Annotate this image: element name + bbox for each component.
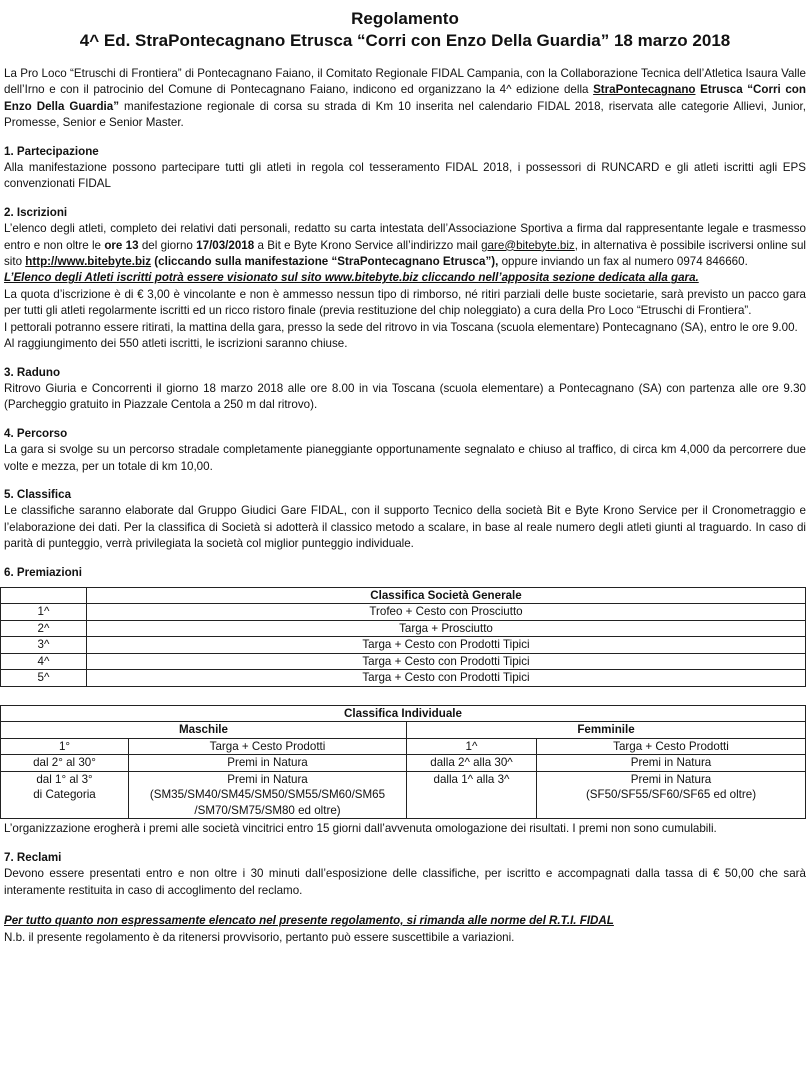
section-route-text: La gara si svolge su un percorso stradale completamente pianeggiante opportunamente segnalato e chiuso al traffico, di circa km 4,000 da percorrere due volte e mezza, per un totale di km 10,00. — [4, 443, 806, 473]
reg-deadline-hour: ore 13 — [104, 238, 139, 252]
table-row — [1, 604, 806, 621]
position-cell: 5^ — [1, 670, 87, 687]
reg-text-e: a Bit e Byte Krono Service all’indirizzo mail — [254, 238, 482, 252]
website-link[interactable]: http://www.bitebyte.biz — [25, 255, 152, 269]
event-name-part-1: StraPontecagnano — [593, 83, 696, 97]
prize-cell: Targa + Prosciutto — [87, 620, 806, 637]
prize-cell: Targa + Cesto con Prodotti Tipici — [87, 670, 806, 687]
society-ranking-table — [0, 587, 806, 687]
section-claims-text: Devono essere presentati entro e non oltre i 30 minuti dall’esposizione delle classifiche, per iscritto e accompagnati dalla tassa di € 50,00 che sarà interamente restituita in caso di accoglimento del reclamo. — [4, 867, 806, 897]
document-page — [4, 8, 806, 946]
reg-deadline-date: 17/03/2018 — [196, 238, 255, 252]
female-header: Femminile — [407, 722, 806, 739]
category-position-line: dal 1° al 3° — [36, 772, 93, 786]
table-row — [1, 620, 806, 637]
section-meeting-title: 3. Raduno — [4, 365, 61, 379]
position-cell: 2^ — [1, 620, 87, 637]
prize-cell: Targa + Cesto con Prodotti Tipici — [87, 653, 806, 670]
female-position-cell: dalla 2^ alla 30^ — [407, 755, 537, 772]
footer-rule: Per tutto quanto non espressamente elencato nel presente regolamento, si rimanda alle norme del R.T.I. FIDAL — [4, 914, 614, 928]
category-prize-line: /SM70/SM75/SM80 ed oltre) — [194, 803, 341, 817]
empty-cell — [1, 587, 87, 604]
position-cell: 4^ — [1, 653, 87, 670]
table-row — [1, 755, 806, 772]
category-prize-line: Premi in Natura — [630, 772, 712, 786]
registration-paragraph-1 — [4, 221, 806, 270]
section-participation-title: 1. Partecipazione — [4, 144, 99, 158]
reg-text-g: , in alternativa è possibile iscriversi online sul sito — [4, 238, 806, 269]
female-category-prize-cell — [537, 771, 806, 819]
prize-cell: Targa + Cesto con Prodotti Tipici — [87, 637, 806, 654]
category-prize-line: (SM35/SM40/SM45/SM50/SM55/SM60/SM65 — [149, 788, 386, 802]
registration-paragraph-5: Al raggiungimento dei 550 atleti iscritti, le iscrizioni saranno chiuse. — [4, 337, 348, 351]
registration-paragraph-2: L’Elenco degli Atleti iscritti potrà essere visionato sul sito www.bitebyte.biz cliccando nell’apposita sezione dedicata alla gara. — [4, 271, 699, 285]
document-title: Regolamento — [351, 9, 459, 28]
intro-text-2: manifestazione regionale di corsa su strada di Km 10 inserita nel calendario FIDAL 2018, riservata alle categorie Allievi, Junior, Promesse, Senior e Senior Master. — [4, 99, 806, 130]
email-link[interactable]: gare@bitebyte.biz — [481, 238, 575, 252]
reg-text-c: del giorno — [138, 238, 197, 252]
section-participation-text: Alla manifestazione possono partecipare tutti gli atleti in regola col tesseramento FIDAL 2018, i possessori di RUNCARD e gli atleti iscritti agli EPS convenzionati FIDAL — [4, 161, 806, 191]
male-prize-cell: Premi in Natura — [129, 755, 407, 772]
table-row — [1, 738, 806, 755]
section-route-title: 4. Percorso — [4, 426, 68, 440]
section-ranking-title: 5. Classifica — [4, 487, 72, 501]
reg-text-a: L’elenco degli atleti, completo dei relativi dati personali, redatto su carta intestata dell’Associazione Sportiva a firma dal rappresentante legale e trasmesso entro e non oltre le — [4, 222, 806, 252]
section-registration-title: 2. Iscrizioni — [4, 205, 68, 219]
society-table-header: Classifica Società Generale — [87, 587, 806, 604]
individual-ranking-table — [0, 705, 806, 820]
male-position-cell: 1° — [1, 738, 129, 755]
position-cell: 3^ — [1, 637, 87, 654]
reg-text-j: oppure inviando un fax al numero 0974 846660. — [498, 255, 748, 269]
male-category-prize-cell — [129, 771, 407, 819]
male-prize-cell: Targa + Cesto Prodotti — [129, 738, 407, 755]
male-position-cell: dal 2° al 30° — [1, 755, 129, 772]
awards-note: L’organizzazione erogherà i premi alle società vincitrici entro 15 giorni dall’avvenuta omologazione dei risultati. I premi non sono cumulabili. — [4, 822, 717, 836]
category-prize-line: Premi in Natura — [227, 772, 308, 786]
section-claims-title: 7. Reclami — [4, 850, 62, 864]
table-row — [1, 670, 806, 687]
gender-header-row — [1, 722, 806, 739]
document-subtitle: 4^ Ed. StraPontecagnano Etrusca “Corri con Enzo Della Guardia” 18 marzo 2018 — [79, 31, 731, 50]
female-position-cell: 1^ — [407, 738, 537, 755]
individual-table-header: Classifica Individuale — [1, 705, 806, 722]
table-row — [1, 637, 806, 654]
intro-text-1: La Pro Loco “Etruschi di Frontiera” di Pontecagnano Faiano, il Comitato Regionale FIDAL Campania, con la Collaborazione Tecnica dell’Atletica Isaura Valle dell’Irno e con il patrocinio del Comune di Pontecagnano Faiano, indicono ed organizzano la 4^ edizione della — [4, 67, 806, 97]
event-name-part-2: Etrusca “Corri con Enzo Della Guardia” — [4, 83, 806, 113]
table-header-row — [1, 587, 806, 604]
footer-note: N.b. il presente regolamento è da ritenersi provvisorio, pertanto può essere suscettibile a variazioni. — [4, 930, 515, 944]
male-header: Maschile — [1, 722, 407, 739]
section-ranking-text: Le classifiche saranno elaborate dal Gruppo Giudici Gare FIDAL, con il supporto Tecnico della società Bit e Byte Krono Service per il Cronometraggio e l’elaborazione dei dati. Per la classifica di Società si adotterà il classico metodo a scalare, in base al reale numero degli atleti giunti al traguardo. In caso di parità di punteggio, verrà privilegiata la società col miglior punteggio individuale. — [4, 504, 806, 551]
intro-paragraph — [4, 66, 806, 132]
female-category-position-cell: dalla 1^ alla 3^ — [407, 771, 537, 819]
reg-text-i: (cliccando sulla manifestazione “StraPontecagnano Etrusca”), — [151, 255, 499, 269]
position-cell: 1^ — [1, 604, 87, 621]
section-meeting-text: Ritrovo Giuria e Concorrenti il giorno 18 marzo 2018 alle ore 8.00 in via Toscana (scuola elementare) a Pontecagnano (SA) con partenza alle ore 9.30 (Parcheggio gratuito in Piazzale Centola a 250 m dal ritrovo). — [4, 381, 806, 412]
category-prize-line: (SF50/SF55/SF60/SF65 ed oltre) — [585, 788, 757, 802]
male-category-position-cell — [1, 771, 129, 819]
prize-cell: Trofeo + Cesto con Prosciutto — [87, 604, 806, 621]
female-prize-cell: Targa + Cesto Prodotti — [537, 738, 806, 755]
table-row — [1, 771, 806, 819]
registration-paragraph-3: La quota d’iscrizione è di € 3,00 è vincolante e non è ammesso nessun tipo di rimborso, né ritiri parziali delle buste societarie, sarà previsto un pacco gara per tutti gli atleti regolarmente iscritti ed un ricco ristoro finale (previa restituzione del chip noleggiato) a cura della Pro Loco “Etruschi di Frontiera”. — [4, 287, 806, 318]
table-header-row — [1, 705, 806, 722]
section-awards-title: 6. Premiazioni — [4, 565, 82, 579]
female-prize-cell: Premi in Natura — [537, 755, 806, 772]
category-position-line: di Categoria — [33, 788, 96, 802]
registration-paragraph-4: I pettorali potranno essere ritirati, la mattina della gara, presso la sede del ritrovo in via Toscana (scuola elementare) Pontecagnano (SA), entro le ore 9.00. — [4, 320, 798, 334]
table-row — [1, 653, 806, 670]
